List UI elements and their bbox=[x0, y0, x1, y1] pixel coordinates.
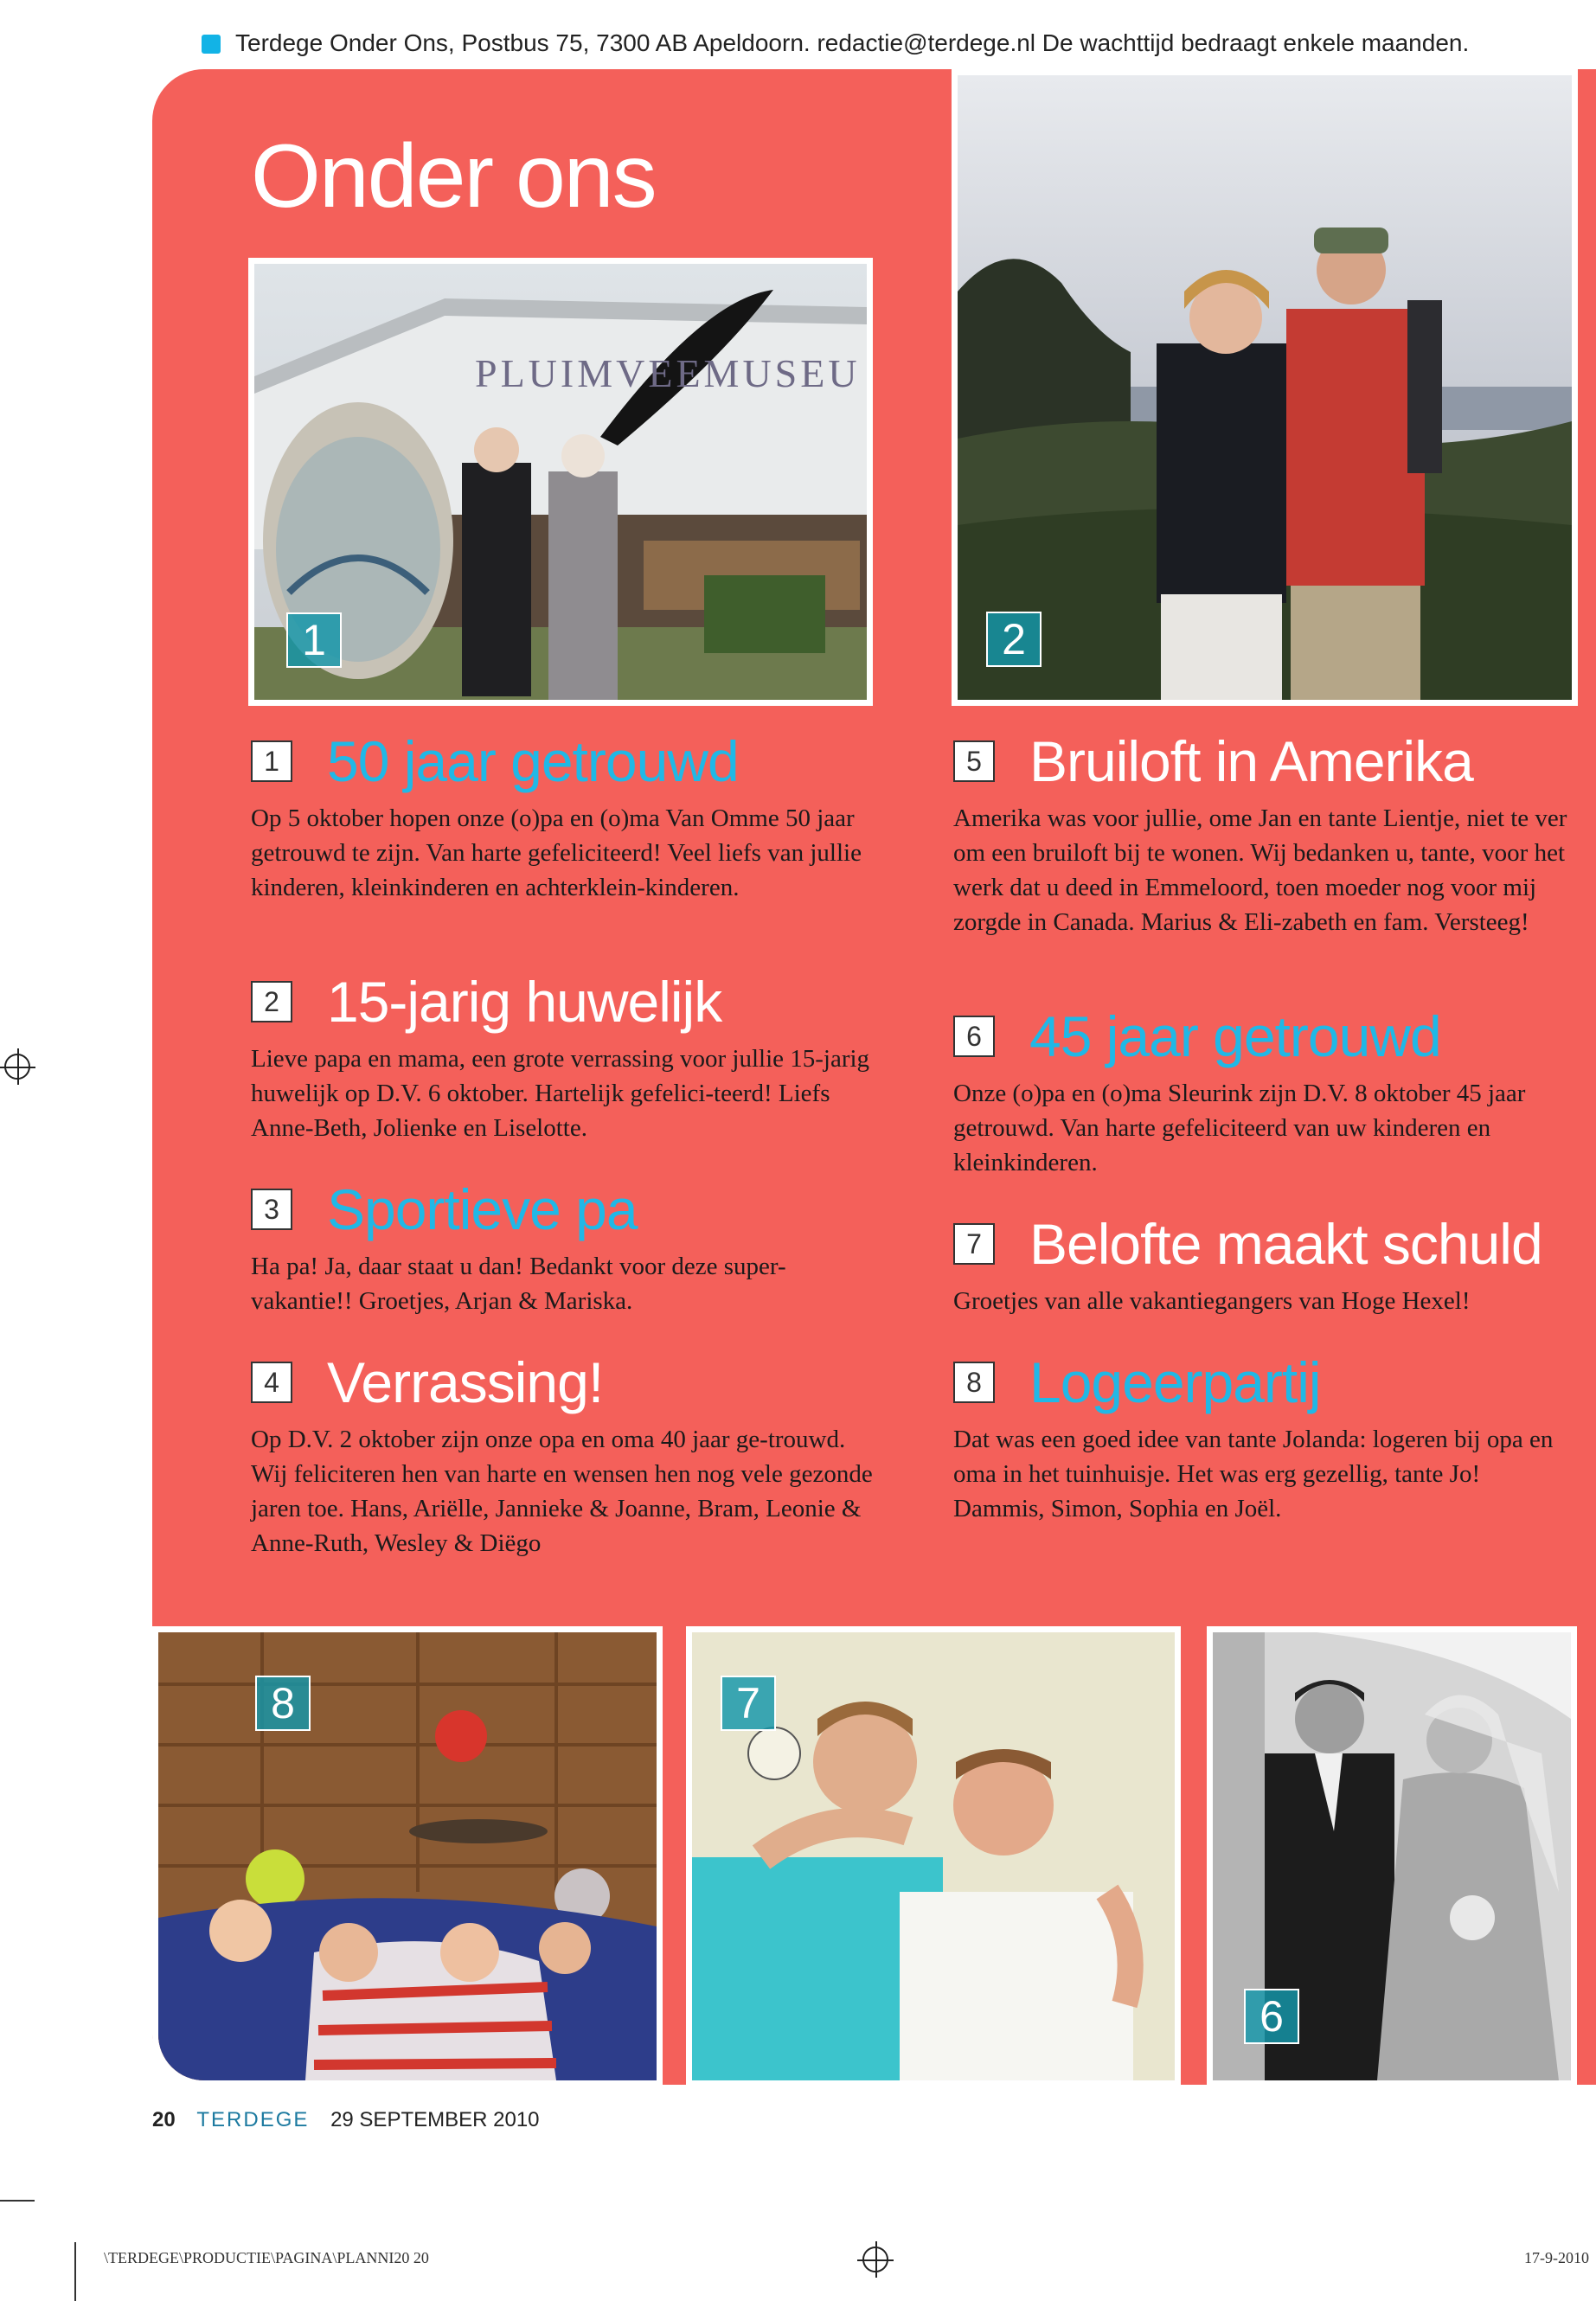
photo-badge-1: 1 bbox=[286, 612, 342, 668]
article-6-head bbox=[953, 1002, 1576, 1071]
article-3-body: Ha pa! Ja, daar staat u dan! Bedankt voor deze super-vakantie!! Groetjes, Arjan & Mariska. bbox=[251, 1253, 786, 1315]
article-4-title: Verrassing! bbox=[327, 1350, 604, 1414]
photo-badge-6: 6 bbox=[1244, 1989, 1299, 2044]
registration-mark-bottom-icon bbox=[862, 2247, 888, 2272]
footer-date: 29 SEPTEMBER 2010 bbox=[330, 2108, 540, 2131]
article-5-title: Bruiloft in Amerika bbox=[1029, 729, 1473, 793]
article-7-number: 7 bbox=[953, 1223, 995, 1265]
photo-badge-7: 7 bbox=[721, 1676, 776, 1731]
photo-6 bbox=[1207, 1626, 1577, 2086]
article-8-title: Logeerpartij bbox=[1029, 1350, 1321, 1414]
article-7 bbox=[953, 1209, 1576, 1318]
crop-mark-left bbox=[0, 2200, 35, 2202]
article-3-number: 3 bbox=[251, 1189, 292, 1230]
article-2 bbox=[251, 967, 874, 1145]
photo-8-image bbox=[158, 1632, 657, 2080]
article-1-number: 1 bbox=[251, 740, 292, 782]
photo-2-image bbox=[958, 75, 1572, 700]
article-1-title: 50 jaar getrouwd bbox=[327, 729, 739, 793]
article-5-number: 5 bbox=[953, 740, 995, 782]
photo-7 bbox=[686, 1626, 1181, 2086]
article-6-body: Onze (o)pa en (o)ma Sleurink zijn D.V. 8 oktober 45 jaar getrouwd. Van harte gefeliciteerd van uw kinderen en kleinkinderen. bbox=[953, 1080, 1526, 1176]
article-1-head bbox=[251, 727, 874, 796]
article-3 bbox=[251, 1175, 874, 1318]
article-4-head bbox=[251, 1348, 874, 1417]
article-5-body: Amerika was voor jullie, ome Jan en tante Lientje, niet te ver om een bruiloft bij te wonen. Wij bedanken u, tante, voor het werk dat u deed in Emmeloord, toen moeder nog voor mij zorgde in Canada. Marius & Eli-zabeth en fam. Versteeg! bbox=[953, 804, 1567, 936]
article-1 bbox=[251, 727, 874, 905]
museum-sign: PLUIMVEEMUSEU bbox=[475, 351, 861, 395]
article-2-title: 15-jarig huwelijk bbox=[327, 970, 722, 1034]
page-title: Onder ons bbox=[251, 126, 656, 227]
photo-badge-2: 2 bbox=[986, 612, 1042, 667]
photo-1 bbox=[248, 258, 873, 706]
print-date: 17-9-2010 bbox=[1524, 2249, 1589, 2266]
article-8-head bbox=[953, 1348, 1576, 1417]
contact-square-icon bbox=[202, 35, 221, 54]
crop-mark-bottom bbox=[74, 2242, 76, 2301]
article-8-number: 8 bbox=[953, 1362, 995, 1403]
photo-badge-8: 8 bbox=[255, 1676, 311, 1731]
article-4-body: Op D.V. 2 oktober zijn onze opa en oma 40 jaar ge-trouwd. Wij feliciteren hen van harte en wensen hen nog vele gezonde jaren toe. Hans, Ariëlle, Jannieke & Joanne, Bram, Leonie & Anne-Ruth, Wesley & Diëgo bbox=[251, 1426, 873, 1557]
print-path: \TERDEGE\PRODUCTIE\PAGINA\PLANNI20 20 bbox=[104, 2249, 429, 2266]
article-7-head bbox=[953, 1209, 1576, 1279]
article-3-title: Sportieve pa bbox=[327, 1177, 638, 1241]
article-7-body: Groetjes van alle vakantiegangers van Hoge Hexel! bbox=[953, 1287, 1471, 1315]
article-4 bbox=[251, 1348, 874, 1561]
photo-1-image bbox=[254, 264, 867, 700]
registration-mark-left-icon bbox=[4, 1054, 30, 1080]
photo-2 bbox=[952, 69, 1578, 706]
article-4-number: 4 bbox=[251, 1362, 292, 1403]
article-8 bbox=[953, 1348, 1576, 1526]
contact-line: Terdege Onder Ons, Postbus 75, 7300 AB Apeldoorn. redactie@terdege.nl De wachttijd bedraagt enkele maanden. bbox=[235, 29, 1470, 56]
article-2-head bbox=[251, 967, 874, 1036]
article-7-title: Belofte maakt schuld bbox=[1029, 1212, 1542, 1276]
article-2-number: 2 bbox=[251, 981, 292, 1022]
photo-8 bbox=[152, 1626, 663, 2086]
article-8-body: Dat was een goed idee van tante Jolanda: logeren bij opa en oma in het tuinhuisje. Het was erg gezellig, tante Jo! Dammis, Simon, Sophia en Joël. bbox=[953, 1426, 1554, 1522]
page-footer bbox=[152, 2108, 540, 2132]
article-5-head bbox=[953, 727, 1576, 796]
page-number: 20 bbox=[152, 2108, 176, 2131]
footer-brand: TERDEGE bbox=[196, 2108, 310, 2131]
article-5 bbox=[953, 727, 1576, 939]
article-2-body: Lieve papa en mama, een grote verrassing voor jullie 15-jarig huwelijk op D.V. 6 oktober. Hartelijk gefelici-teerd! Liefs Anne-Beth, Jolienke en Liselotte. bbox=[251, 1045, 870, 1142]
article-6-number: 6 bbox=[953, 1016, 995, 1057]
article-3-head bbox=[251, 1175, 874, 1244]
article-6 bbox=[953, 1002, 1576, 1180]
article-1-body: Op 5 oktober hopen onze (o)pa en (o)ma Van Omme 50 jaar getrouwd te zijn. Van harte gefeliciteerd! Veel liefs van jullie kinderen, kleinkinderen en achterklein-kinderen. bbox=[251, 804, 862, 901]
article-6-title: 45 jaar getrouwd bbox=[1029, 1004, 1441, 1068]
